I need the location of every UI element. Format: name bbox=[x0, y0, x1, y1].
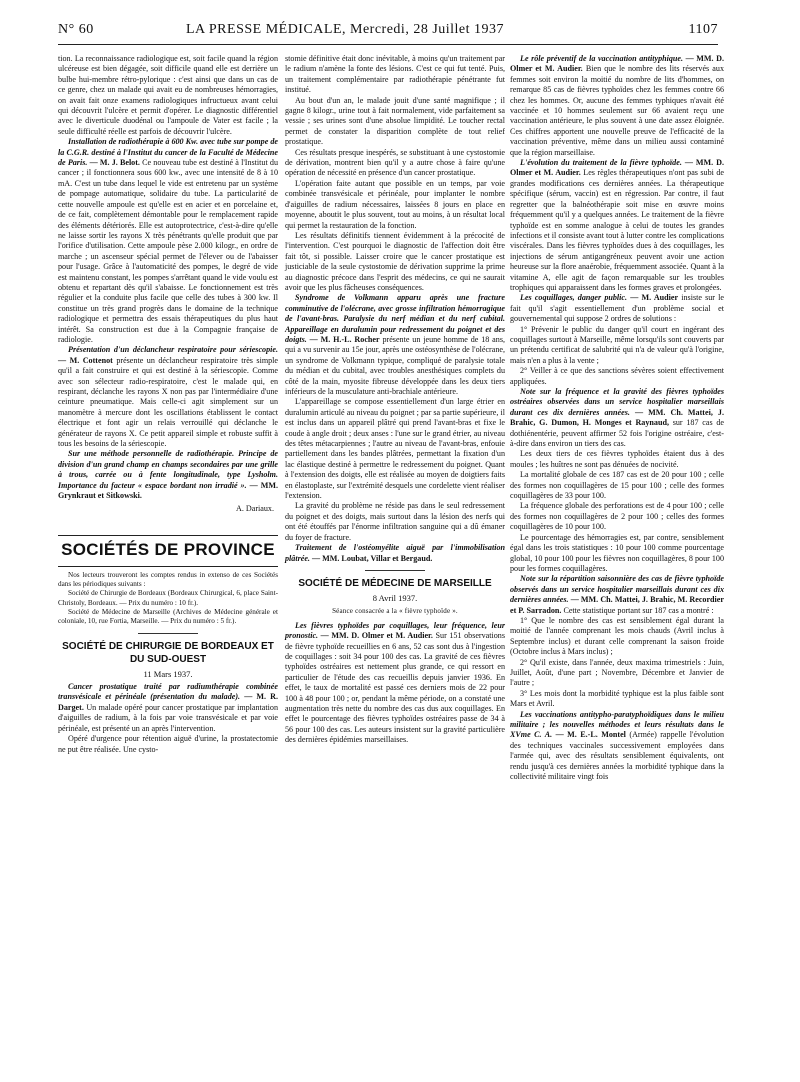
header-rule bbox=[58, 44, 718, 45]
article-title: Traitement de l'ostéomyélite aiguë par l'immobilisation plâtrée. bbox=[285, 543, 505, 563]
article-olmer-1 bbox=[285, 621, 505, 746]
article-author: — M. E.-L. Montel bbox=[555, 730, 626, 740]
list-item: 1° Prévenir le public du danger qu'il court en ingérant des coquillages surtout à Marseille, même lorsqu'ils sont couverts par un prétendu certificat de salubrité qui n'a de valeur qu'à l'origine, mais n'en a plus à la vente ; bbox=[510, 324, 724, 365]
paragraph: Les deux tiers de ces fièvres typhoïdes étaient dus à des moules ; les huîtres ne sont pas dénuées de nocivité. bbox=[510, 449, 724, 469]
article-olmer-3 bbox=[510, 158, 724, 293]
article-title: Note sur la fréquence et la gravité des fièvres typhoïdes ostréaires observées dans un service hospitalier marseillais durant ces dix dernières années. bbox=[510, 387, 724, 417]
column-3 bbox=[510, 54, 724, 782]
article-author: — MM. Ch. Mattei, J. Brahic, M. Recordier et P. Sarradon. bbox=[510, 595, 724, 615]
periodical-bordeaux: Société de Chirurgie de Bordeaux (Bordeaux Chirurgical, 6, place Saint-Christoly, Bordeaux. — Prix du numéro : 10 fr.). bbox=[58, 589, 278, 607]
periodical-marseille: Société de Médecine de Marseille (Archives de Médecine générale et coloniale, 10, rue Fortia, Marseille. — Prix du numéro : 5 fr.). bbox=[58, 608, 278, 626]
paragraph: L'opération faite autant que possible en un temps, par voie combinée transvésicale et périnéale, pour implanter le nombre d'aiguilles de radium nécessaires, laissées 8 jours en place en moyenne, aboutit le plus souvent, tout au moins, à un résultat local qui permet la restauration de la fonction. bbox=[285, 178, 505, 230]
article-title: Les fièvres typhoïdes par coquillages, leur fréquence, leur pronostic. bbox=[285, 620, 505, 641]
article-title: Le rôle préventif de la vaccination antityphique. bbox=[520, 54, 684, 63]
article-mattei-1 bbox=[510, 387, 724, 449]
article-title: Installation de radiothérapie à 600 Kw. avec tube sur pompe de la C.G.R. destiné à l'Institut du cancer de la Faculté de Médecine de Paris. bbox=[58, 137, 278, 168]
section-title: SOCIÉTÉS DE PROVINCE bbox=[61, 539, 275, 559]
article-author: — MM. Ch. Mattei, J. Brahic, G. Dumon, H. Monges et Raynaud, bbox=[510, 407, 724, 428]
article-text: (Armée) rappelle l'évolution des techniques vaccinales successivement employées dans l'armée qui, avec des résultats sensiblement équivalents, ont rendu jusqu'à ces dernières années la morbidité typhique dans la collectivité militaire vingt fois bbox=[510, 730, 725, 782]
page-number: 1107 bbox=[688, 22, 718, 37]
paragraph: La fréquence globale des perforations est de 4 pour 100 ; celle des formes non coquillagères de 2 pour 100 ; celles des formes coquillagères de 10 pour 100. bbox=[510, 501, 724, 532]
paragraph: L'appareillage se compose essentiellement d'un large étrier en duralumin articulé au niveau du poignet ; par sa partie supérieure, il est inclus dans un appareil plâtré qui prend l'avant-bras et fixe le coude à angle droit ; deux anses : l'une sur le grand étrier, au niveau des têtes métacarpiennes ; l'autre au niveau de l'avant-bras, enfouie partiellement dans les bandes plâtrées, permettant la fixation d'un lac élastique destiné à permettre le redressement du poignet. Quant à l'extension des doigts, elle est réalisée au moyen de doigtiers faits en élastoplaste, sur l'extrémité desquels une cordelette vient réaliser l'extension. bbox=[285, 397, 505, 501]
article-text: insiste sur le fait qu'il s'agit essentiellement d'un problème social et gouvernemental qui suppose 2 ordres de solutions : bbox=[510, 293, 724, 324]
separator bbox=[138, 633, 198, 634]
session-date: 8 Avril 1937. bbox=[372, 592, 418, 603]
article-title: L'évolution du traitement de la fièvre typhoïde. bbox=[520, 158, 682, 168]
signature: A. Dariaux. bbox=[236, 504, 274, 514]
article-title: Sur une méthode personnelle de radiothérapie. Principe de division d'un grand champ en champs secondaires par une grille à trous, carrée ou à fente longitudinale, type Lysholm. Importance du facteur « espace bordant non irradié ». bbox=[58, 449, 278, 490]
publication-title: LA PRESSE MÉDICALE, Mercredi, 28 Juillet 1937 bbox=[186, 22, 505, 37]
article-author: — M. J. Belot. bbox=[89, 158, 140, 168]
issue-number: N° 60 bbox=[58, 22, 94, 37]
article-loubat bbox=[285, 543, 505, 564]
paragraph: stomie définitive était donc inévitable, à moins qu'un traitement par le radium n'amène la fonte des lésions. C'est ce qui fut tenté. Puis, un traitement complémentaire par radiothérapie pénétrante fut institué. bbox=[285, 54, 505, 95]
article-montel bbox=[510, 710, 724, 783]
column-2 bbox=[285, 54, 505, 746]
article-author: — MM. Loubat, Villar et Bergaud. bbox=[311, 553, 433, 563]
article-author: — M. Cottenot bbox=[58, 355, 113, 365]
paragraph: Opéré d'urgence pour rétention aiguë d'urine, la prostatectomie ne put être réalisée. Une cysto- bbox=[58, 734, 278, 754]
article-title: Syndrome de Volkmann apparu après une fracture comminutive de l'olécrane, avec grosse infiltration hémorragique de l'avant-bras. Paralysie du nerf médian et du nerf cubital. Appareillage en duralumin pour redressement du poignet et des doigts. bbox=[285, 293, 505, 344]
column-1 bbox=[58, 54, 278, 755]
article-grynkraut bbox=[58, 449, 278, 501]
article-author: — M. R. Darget. bbox=[58, 692, 278, 712]
article-olmer-2 bbox=[510, 54, 724, 158]
article-author: — MM. Grynkraut et Sitkowski. bbox=[58, 480, 278, 501]
paragraph: Au bout d'un an, le malade jouit d'une santé magnifique ; il gagne 8 kilogr., urine tout à fait normalement, vide parfaitement sa vessie ; ses urines sont d'une absolue limpidité. Le toucher rectal permet de constater la disparition complète de tout relief prostatique. bbox=[285, 95, 505, 147]
society-title: SOCIÉTÉ DE MÉDECINE DE MARSEILLE bbox=[298, 577, 492, 589]
paragraph: Les résultats définitifs tiennent évidemment à la précocité de l'intervention. C'est pourquoi le diagnostic de l'affection doit être fait tôt, si possible. Laisser croire que le cancer prostatique est justiciable de la seule cystostomie de dérivation supprime la prime au diagnostic précoce dans l'esprit des médecins, ce qui ne saurait avoir que les plus fâcheuses conséquences. bbox=[285, 230, 505, 292]
list-item: 3° Les mois dont la morbidité typhique est la plus faible sont Mars et Avril. bbox=[510, 688, 724, 709]
article-cottenot bbox=[58, 345, 278, 449]
session-theme: Séance consacrée a la « fièvre typhoïde ». bbox=[332, 607, 458, 616]
section-rule bbox=[58, 535, 278, 536]
paragraph: La mortalité globale de ces 187 cas est de 20 pour 100 ; celle des formes non coquillagères de 15 pour 100 ; celle des formes coquillagères de 33 pour 100. bbox=[510, 470, 724, 501]
article-text: présente un déclancheur respiratoire très simple qu'il a fait construire et qui est destiné à la sériescopie. Comme avec son sélecteur radio-respiratoire, c'est le malade qui, en respirant, déclanche les rayons X non pas par l'intermédiaire d'une ceinture pneumatique. Mais celle-ci agit simplement sur un manomètre à mercure dont les oscillations établissent le contact électrique et font agir un relais verrouillé qui déclanche le générateur de rayons X. Ce petit appareil simple et robuste suffit à tous les besoins de la sériescopie. bbox=[58, 355, 278, 449]
article-text: sur 187 cas de dothiénentérie, peuvent affirmer 52 fois l'origine ostréaire, c'est-à-dire dans environ un tiers des cas. bbox=[510, 418, 724, 449]
separator bbox=[365, 570, 425, 571]
article-author: — MM. D. Olmer et M. Audier. bbox=[510, 54, 724, 74]
paragraph: La gravité du problème ne réside pas dans le seul redressement du poignet et des doigts, mais surtout dans la lésion des nerfs qui ont été étouffés par l'énorme infiltration sanguine qui a dû émaner du foyer de fracture. bbox=[285, 501, 505, 542]
article-title: Les vaccinations antitypho-paratyphoïdiques dans le milieu militaire ; les nouvelles méthodes et leurs résultats dans le XVme C. A. bbox=[510, 709, 724, 740]
paragraph: Ces résultats presque inespérés, se substituant à une cystostomie de dérivation, montrent bien qu'il y a autre chose à faire qu'une opération de nécessité en présence d'un cancer prostatique. bbox=[285, 147, 505, 178]
periodicals-intro: Nos lecteurs trouveront les comptes rendus in extenso de ces Sociétés dans les périodiques suivants : bbox=[58, 570, 278, 589]
page-header bbox=[58, 20, 718, 42]
article-text: Un malade opéré pour cancer prostatique par implantation d'aiguilles de radium, à la fois par voie transvésicale et par voie périnéale, est présenté un an après l'intervention. bbox=[58, 702, 278, 733]
paragraph: Le pourcentage des hémorragies est, par contre, sensiblement égal dans les trois statistiques : 10 pour 100 comme pourcentage global, 10 pour 100 pour les fièvres non coquillagères, 8 pour 100 pour les formes coquillagères. bbox=[510, 532, 724, 573]
article-title: Note sur la répartition saisonnière des cas de fièvre typhoïde observés dans un service hospitalier marseillais durant ces dix dernières années. bbox=[510, 574, 724, 605]
article-belot bbox=[58, 137, 278, 345]
paragraph: tion. La reconnaissance radiologique est, soit facile quand la région ulcéreuse est bien dégagée, soit difficile quand elle est derrière un bulbe hui-membre rétro-pylorique : c'est ainsi que dans un cas de ce genre, chez un malade qui avait eu de nombreuses hémorragies, on avait fait onze examens radiologiques infructueux avant celui qui découvrit l'ulcère et permit d'opérer. Le diagnostic différentiel avec le diverticule duodénal ou l'ampoule de Vater est facile ; la seule difficulté réelle est parfois de découvrir l'ulcère. bbox=[58, 54, 278, 136]
article-text: Bien que le nombre des lits réservés aux femmes soit environ la moitié du nombre de lits d'hommes, on remarque 85 cas de fièvres typhoïdes chez les femmes contre 66 chez les hommes. Or, aucune des femmes typhiques n'avait été vaccinée et 10 hommes seulement sur 66 avaient reçu une vaccination antérieure, le plus souvent à une date assez éloignée. Ces chiffres apportent une nouvelle preuve de l'efficacité de la vaccination préventive, même dans un milieu aussi contaminé que la région marseillaise. bbox=[510, 64, 724, 157]
article-rocher bbox=[285, 293, 505, 397]
article-text: Cette statistique portant sur 187 cas a montré : bbox=[561, 605, 714, 615]
article-text: présente un jeune homme de 18 ans, qui a vu survenir au 15e jour, après une ostéosynthèse de l'olécrane, un syndrome de Volkmann typique, compliqué de paralysie totale du médian et du cubital, avec troubles anesthésiques complets du côté de la main, myosite fibreuse développée dans les deux tiers inférieurs de la musculature anti-brachiale antérieure. bbox=[285, 334, 505, 396]
article-author: — M. H.-L. Rocher bbox=[309, 334, 380, 344]
article-text: Ce nouveau tube est destiné à l'Institut du cancer ; il fonctionnera sous 600 kw., avec une intensité de 8 à 10 mA. C'est un tube dans lequel le vide est entretenu par un système de pompage automatique, solidaire du tube. La particularité de cette nouvelle ampoule est qu'elle est en acier et en porcelaine et, de ce fait, complètement démontable pour le remplacement rapide des éléments détériorés. Elle est autoprotectrice, c'est-à-dire qu'elle ne laisse sortir les rayons X très pénétrants qu'elle produit que par l'orifice d'utilisation. Cette ampoule pèse 2.000 kilogr., en ordre de marche ; un ascenseur spécial permet de l'élever ou de l'abaisser pour l'usage. Grâce à l'automaticité des pompes, le degré de vide est maintenu constant, les pompes s'arrêtant quand le vide voulu est obtenu et repartant dès qu'il s'abaisse. Le fonctionnement est très régulier et la conduite plus facile que celle des tubes à 300 kw. Il constitue un très grand progrès dans le domaine de la technique radiologique et permettra des essais thérapeutiques du plus haut intérêt. Sa construction est due à la Compagnie française de radiologie. bbox=[58, 158, 278, 344]
article-title: Cancer prostatique traité par radiumthérapie combinée transvésicale et périnéale (présentation du malade). bbox=[58, 682, 278, 702]
article-darget bbox=[58, 682, 278, 734]
article-title: Les coquillages, danger public. bbox=[520, 293, 628, 303]
article-title: Présentation d'un déclancheur respiratoire pour sériescopie. bbox=[68, 345, 278, 355]
article-audier bbox=[510, 293, 724, 324]
list-item: 1° Que le nombre des cas est sensiblement égal durant la moitié de l'année comprenant les mois chauds (Avril inclus à Septembre inclus) et durant celle comprenant la saison froide (Octobre inclus à Mars inclus) ; bbox=[510, 615, 724, 657]
session-date: 11 Mars 1937. bbox=[143, 668, 193, 679]
article-text: Sur 151 observations de fièvre typhoïde recueillies en 6 ans, 52 cas sont dus à l'ingestion de coquillages : soit 34 pour 100 des cas. La gravité de ces fièvres typhoïdes ostréaires est nettement plus grande, ce qui ressort en particulier de l'étude des cas recueillis depuis janvier 1936. En effet, le taux de mortalité est passé ces derniers mois de 22 pour 100 à 48 pour 100 ; or, pendant la même période, on a constaté une augmentation très nette du nombre des cas dus aux coquillages. En effet le pourcentage des fièvres typhoïdes ostréaires passe de 34 à 56 pour 100 des cas. Les auteurs insistent sur la gravité particulière des dernières épidémies marseillaises. bbox=[285, 631, 506, 745]
article-author: — MM. D. Olmer et M. Audier. bbox=[320, 631, 433, 641]
article-author: — M. Audier bbox=[630, 293, 679, 303]
article-mattei-2 bbox=[510, 574, 724, 616]
list-item: 2° Qu'il existe, dans l'année, deux maxima trimestriels : Juin, Juillet, Août, d'une part ; Novembre, Décembre et Janvier de l'autre ; bbox=[510, 657, 724, 688]
article-author: — MM. D. Olmer et M. Audier. bbox=[510, 158, 724, 178]
article-text: Les règles thérapeutiques n'ont pas subi de grandes modifications ces dernières années. La thérapeutique spécifique (sérum, vaccin) est en régression. Par contre, il faut regretter que la balnéothérapie soit mise en œuvre moins fréquemment qu'il y a quelques années. Le traitement de la fièvre typhoïde est en somme analogue à celui de toutes les grandes infections et il consiste avant tout à lutter contre les complications viscérales. Dans les fièvres typhoïdes dues à des coquillages, les injections de sérum antigangréneux peuvent avoir une action heureuse sur la flore anaérobie, fréquemment associée. Quant à la vitamine A, elle agit de façon remarquable sur les troubles trophiques qui apparaissent dans les formes graves et prolongées. bbox=[510, 168, 724, 292]
society-title: SOCIÉTÉ DE CHIRURGIE DE BORDEAUX ET DU SUD-OUEST bbox=[62, 640, 274, 665]
list-item: 2° Veiller à ce que des sanctions sévères soient effectivement appliquées. bbox=[510, 366, 724, 386]
